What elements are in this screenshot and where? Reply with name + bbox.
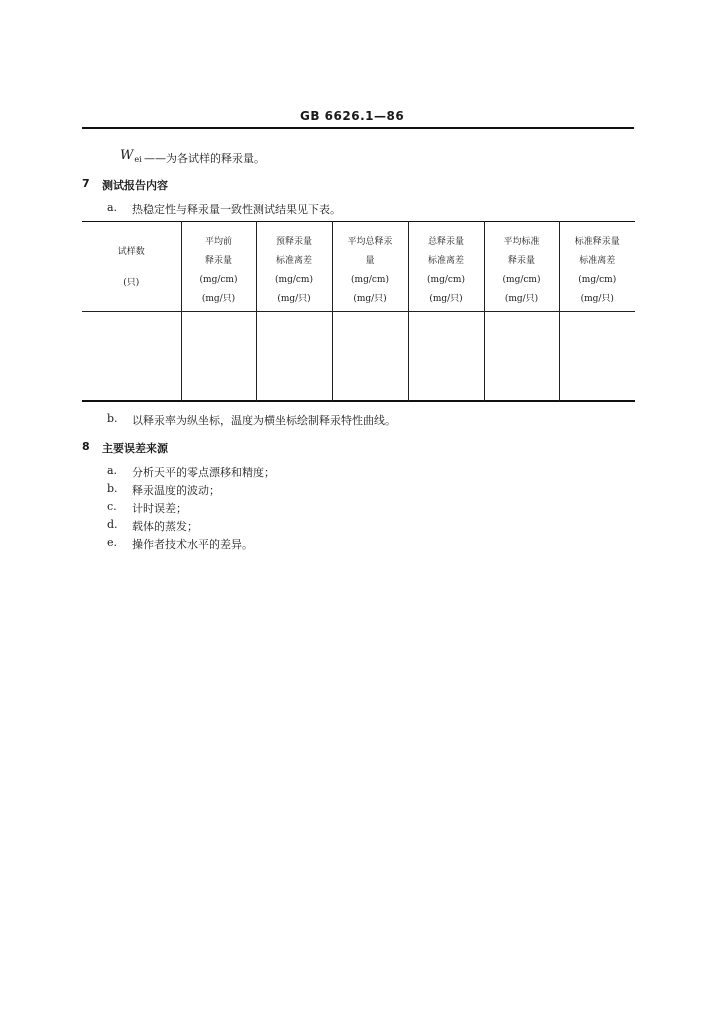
header-rule [82, 127, 634, 129]
section-8-item-letter: d. [107, 518, 118, 531]
formula-symbol: $W_{ei}$ [120, 148, 142, 164]
table-cell-empty [332, 311, 408, 401]
section-8-item-letter: b. [107, 482, 118, 495]
table-row [82, 311, 635, 401]
results-table [82, 221, 635, 401]
formula-definition: ——为各试样的释汞量。 [144, 152, 265, 165]
table-cell-empty [484, 311, 559, 401]
formula-subscript: ei [134, 155, 142, 164]
section-7-item-a-letter: a. [107, 201, 118, 214]
table-cell-empty [82, 311, 181, 401]
column-header-standard-release-stddev: 标准释汞量 标准离差 (mg/cm) (mg/只) [559, 221, 635, 311]
section-8-title: 主要误差来源 [102, 442, 168, 455]
section-8-item-text: 释汞温度的波动； [132, 484, 220, 497]
column-header-pre-release-stddev: 预释汞量 标准离差 (mg/cm) (mg/只) [256, 221, 332, 311]
table-cell-empty [256, 311, 332, 401]
section-7-item-a-text: 热稳定性与释汞量一致性测试结果见下表。 [132, 203, 341, 216]
section-8-item-text: 载体的蒸发； [132, 520, 198, 533]
section-8-item-text: 计时误差； [132, 502, 187, 515]
table-cell-empty [181, 311, 256, 401]
table-header-row [82, 221, 635, 311]
column-header-sample-count: 试样数 (只) [117, 247, 145, 288]
column-header-avg-total-release: 平均总释汞 量 (mg/cm) (mg/只) [332, 221, 408, 311]
section-8-number: 8 [82, 440, 90, 453]
section-8-item-text: 操作者技术水平的差异。 [132, 538, 253, 551]
section-8-item-letter: c. [107, 500, 117, 513]
column-header-avg-standard-release: 平均标准 释汞量 (mg/cm) (mg/只) [484, 221, 559, 311]
column-header-total-release-stddev: 总释汞量 标准离差 (mg/cm) (mg/只) [408, 221, 484, 311]
section-7-number: 7 [82, 177, 90, 190]
section-7-title: 测试报告内容 [102, 179, 168, 192]
column-header-avg-pre-release: 平均前 释汞量 (mg/cm) (mg/只) [181, 221, 256, 311]
section-8-item-text: 分析天平的零点漂移和精度； [132, 466, 275, 479]
section-8-item-letter: e. [107, 536, 118, 549]
section-7-item-b-text: 以释汞率为纵坐标，温度为横坐标绘制释汞特性曲线。 [132, 414, 396, 427]
standard-number-header: GB 6626.1—86 [300, 109, 405, 123]
section-8-item-letter: a. [107, 464, 118, 477]
section-7-item-b-letter: b. [107, 412, 118, 425]
table-cell-empty [559, 311, 635, 401]
table-cell-empty [408, 311, 484, 401]
